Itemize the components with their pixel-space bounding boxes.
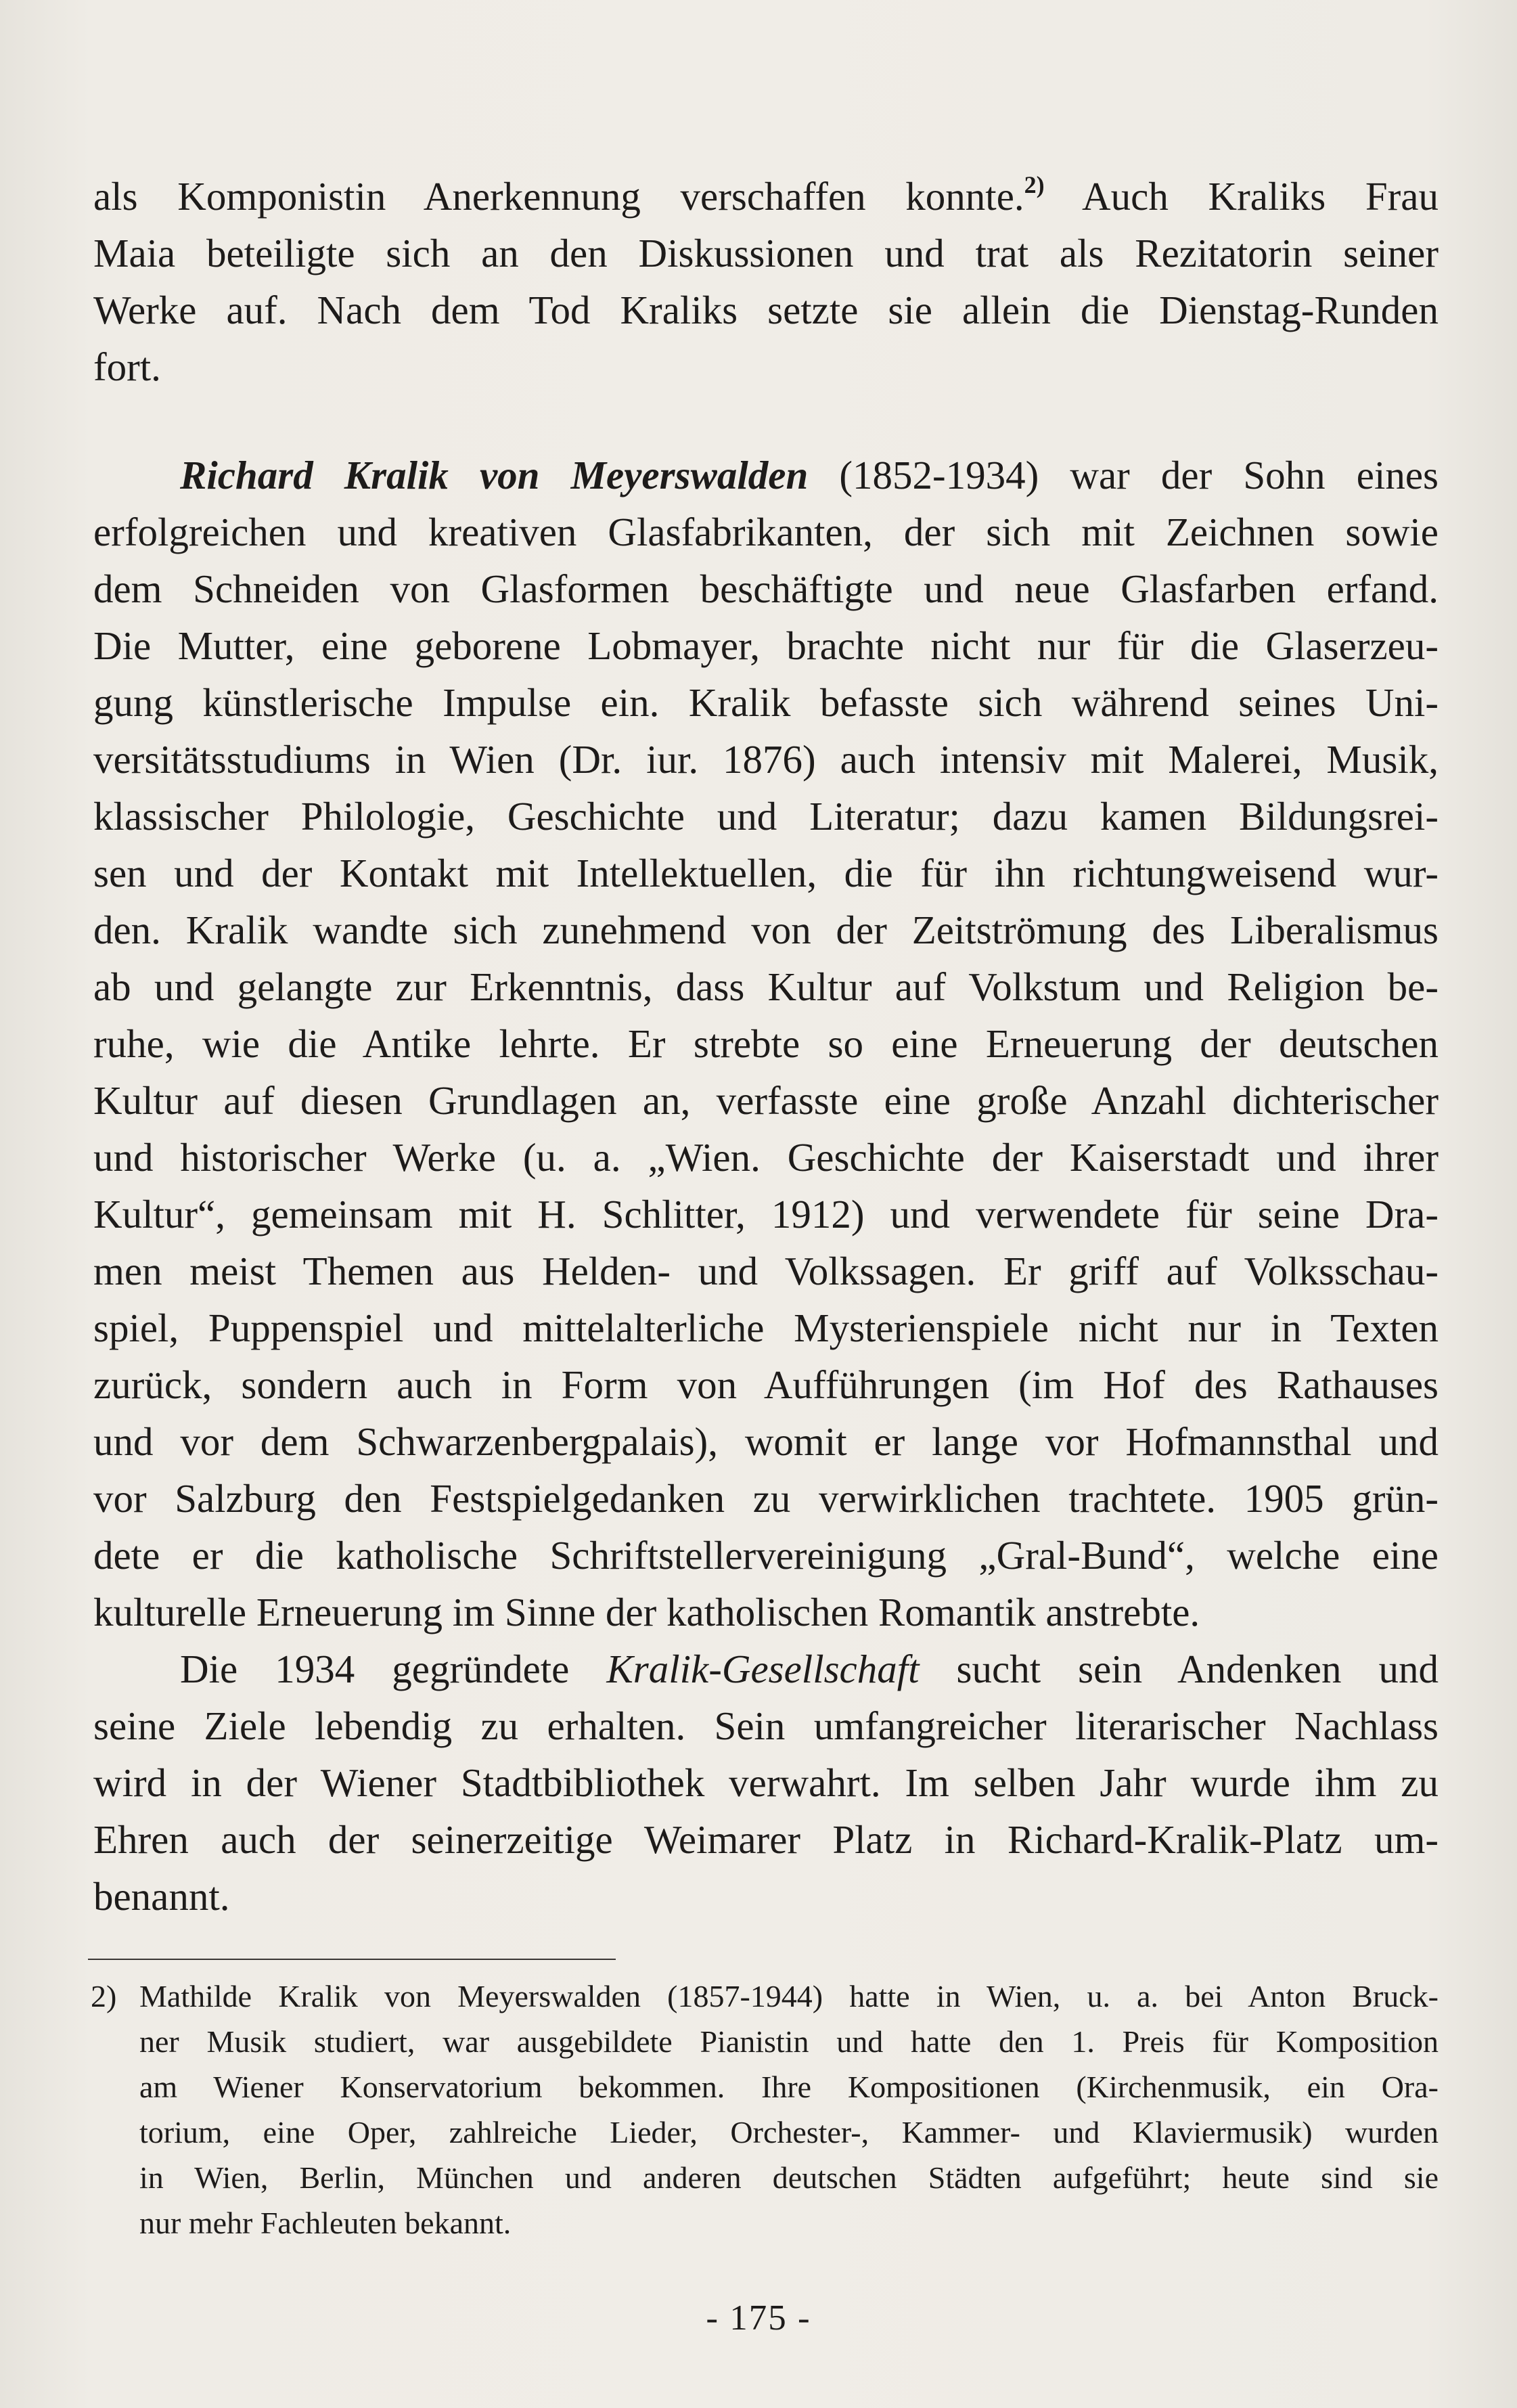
paragraph-2-line: dem Schneiden von Glasformen beschäftigte und neue Glasfarben erfand. bbox=[93, 566, 1439, 611]
paragraph-3-line: wird in der Wiener Stadtbibliothek verwahrt. Im selben Jahr wurde ihm zu bbox=[93, 1760, 1439, 1805]
paragraph-2-line: Kultur auf diesen Grundlagen an, verfasste eine große Anzahl dichterischer bbox=[93, 1078, 1439, 1123]
paragraph-2-line: und vor dem Schwarzenbergpalais), womit er lange vor Hofmannsthal und bbox=[93, 1419, 1439, 1464]
line-text: Auch Kraliks Frau bbox=[1044, 174, 1439, 219]
paragraph-1 bbox=[93, 168, 1439, 395]
paragraph-3-line: benannt. bbox=[93, 1874, 230, 1919]
paragraph-2-line: sen und der Kontakt mit Intellektuellen, die für ihn richtungweisend wur- bbox=[93, 851, 1439, 895]
footnote-line: torium, eine Oper, zahlreiche Lieder, Orchester-, Kammer- und Klaviermusik) wurden bbox=[139, 2115, 1439, 2149]
line-text: als Komponistin Anerkennung verschaffen konnte. bbox=[93, 174, 1024, 219]
footnote-separator bbox=[88, 1959, 616, 1960]
paragraph-2-line: vor Salzburg den Festspielgedanken zu verwirklichen trachtete. 1905 grün- bbox=[93, 1476, 1439, 1521]
paragraph-2-line: Die Mutter, eine geborene Lobmayer, brachte nicht nur für die Glaserzeu- bbox=[93, 623, 1439, 668]
paragraph-3-line-1 bbox=[93, 1641, 1439, 1697]
paragraph-2-line: ab und gelangte zur Erkenntnis, dass Kultur auf Volkstum und Religion be- bbox=[93, 964, 1439, 1009]
paragraph-2 bbox=[93, 447, 1439, 1641]
paragraph-3-line: seine Ziele lebendig zu erhalten. Sein umfangreicher literarischer Nachlass bbox=[93, 1703, 1439, 1748]
paragraph-2-line: spiel, Puppenspiel und mittelalterliche Mysterienspiele nicht nur in Texten bbox=[93, 1306, 1439, 1350]
paragraph-3 bbox=[93, 1641, 1439, 1925]
page-number: - 175 - bbox=[706, 2298, 811, 2338]
paragraph-2-line: klassischer Philologie, Geschichte und Literatur; dazu kamen Bildungsrei- bbox=[93, 794, 1439, 839]
footnote-reference[interactable]: 2) bbox=[1024, 171, 1045, 199]
paragraph-3-line: Ehren auch der seinerzeitige Weimarer Platz in Richard-Kralik-Platz um- bbox=[93, 1817, 1439, 1862]
paragraph-2-line: versitätsstudiums in Wien (Dr. iur. 1876) auch intensiv mit Malerei, Musik, bbox=[93, 737, 1439, 782]
paragraph-1-line-3: Werke auf. Nach dem Tod Kraliks setzte sie allein die Dienstag-Runden bbox=[93, 288, 1439, 332]
society-name: Kralik-Gesellschaft bbox=[606, 1647, 920, 1691]
paragraph-2-line: kulturelle Erneuerung im Sinne der katholischen Romantik anstrebte. bbox=[93, 1590, 1200, 1634]
paragraph-1-line-1 bbox=[93, 168, 1439, 225]
paragraph-2-line: und historischer Werke (u. a. „Wien. Geschichte der Kaiserstadt und ihrer bbox=[93, 1135, 1439, 1180]
paragraph-1-line-2: Maia beteiligte sich an den Diskussionen und trat als Rezitatorin seiner bbox=[93, 231, 1439, 275]
paragraph-2-line: ruhe, wie die Antike lehrte. Er strebte so eine Erneuerung der deutschen bbox=[93, 1021, 1439, 1066]
footnote-number: 2) bbox=[91, 1979, 117, 2013]
paragraph-2-line: men meist Themen aus Helden- und Volkssagen. Er griff auf Volksschau- bbox=[93, 1249, 1439, 1293]
person-name: Richard Kralik von Meyerswalden bbox=[180, 453, 809, 497]
paragraph-1-line-4: fort. bbox=[93, 344, 161, 389]
footnote-line: in Wien, Berlin, München und anderen deutschen Städten aufgeführt; heute sind sie bbox=[139, 2160, 1439, 2195]
main-text bbox=[93, 168, 1439, 1925]
line-text: sucht sein Andenken und bbox=[919, 1647, 1439, 1691]
line-text: Die 1934 gegründete bbox=[180, 1647, 607, 1691]
footnote-line: nur mehr Fachleuten bekannt. bbox=[139, 2206, 512, 2240]
footnote-line: ner Musik studiert, war ausgebildete Pianistin und hatte den 1. Preis für Komposition bbox=[139, 2024, 1439, 2059]
footnote-line: am Wiener Konservatorium bekommen. Ihre Kompositionen (Kirchenmusik, ein Ora- bbox=[139, 2070, 1439, 2104]
paragraph-2-line: Kultur“, gemeinsam mit H. Schlitter, 1912) und verwendete für seine Dra- bbox=[93, 1192, 1439, 1236]
line-text: (1852-1934) war der Sohn eines bbox=[808, 453, 1439, 497]
footnote-body bbox=[139, 1974, 1439, 2246]
paragraph-2-line: gung künstlerische Impulse ein. Kralik befasste sich während seines Uni- bbox=[93, 680, 1439, 725]
footnote-line: Mathilde Kralik von Meyerswalden (1857-1944) hatte in Wien, u. a. bei Anton Bruck- bbox=[139, 1979, 1439, 2013]
paragraph-2-line: zurück, sondern auch in Form von Aufführungen (im Hof des Rathauses bbox=[93, 1362, 1439, 1407]
paragraph-2-line: erfolgreichen und kreativen Glasfabrikanten, der sich mit Zeichnen sowie bbox=[93, 510, 1439, 554]
paragraph-2-line-1 bbox=[93, 447, 1439, 504]
paragraph-2-line: dete er die katholische Schriftstellervereinigung „Gral-Bund“, welche eine bbox=[93, 1533, 1439, 1578]
paragraph-2-line: den. Kralik wandte sich zunehmend von der Zeitströmung des Liberalismus bbox=[93, 908, 1439, 952]
